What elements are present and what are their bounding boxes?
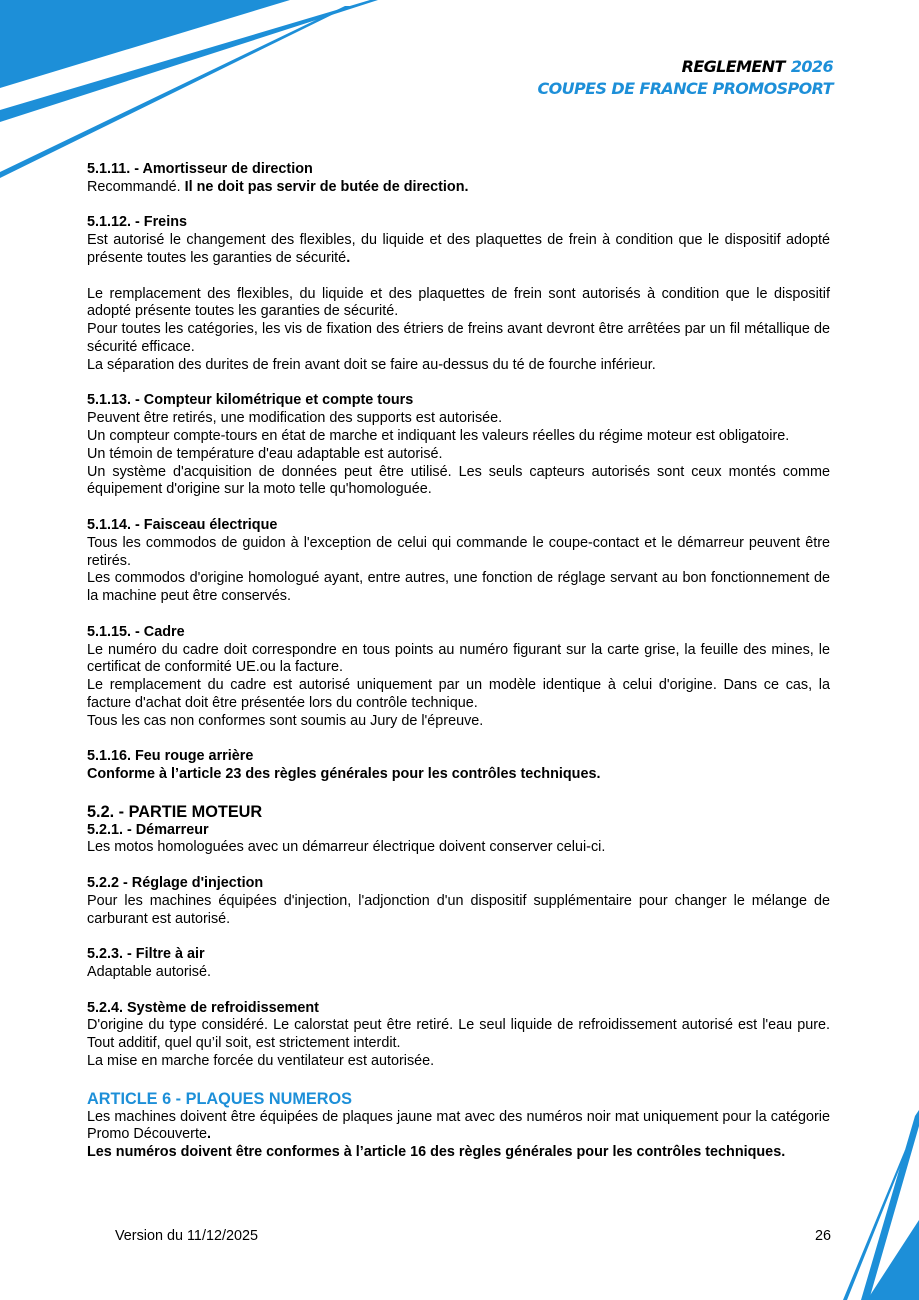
section-paragraph: Pour toutes les catégories, les vis de fixation des étriers de freins avant devront être arrêtées par un fil métallique de sécurité efficace. [87,321,830,355]
section-paragraph [87,179,830,197]
top-left-decoration [0,0,380,185]
paragraph-text: Est autorisé le changement des flexibles, du liquide et des plaquettes de frein à condition que le dispositif adopté présente toutes les garanties de sécurité [87,232,830,266]
section-heading: 5.1.15. - Cadre [87,623,185,640]
section-paragraph: Les commodos d'origine homologué ayant, entre autres, une fonction de réglage servant au bon fonctionnement de la machine peut être conservés. [87,570,830,605]
document-body [87,161,830,1162]
section-heading: 5.1.16. Feu rouge arrière [87,748,254,765]
section-paragraph: Peuvent être retirés, une modification des supports est autorisée. [87,410,503,427]
section-heading: 5.2.2 - Réglage d'injection [87,875,264,892]
article-heading: ARTICLE 6 - PLAQUES NUMEROS [87,1089,353,1108]
section-paragraph: La séparation des durites de frein avant doit se faire au-dessus du té de fourche inférieur. [87,356,656,373]
section-paragraph: Le remplacement du cadre est autorisé uniquement par un modèle identique à celui d'origine. Dans ce cas, la facture d'achat doit être présentée lors du contrôle technique. [87,677,830,711]
section-heading: 5.1.12. - Freins [87,214,187,231]
header-reglement: REGLEMENT [681,57,785,76]
section-paragraph: D'origine du type considéré. Le calorstat peut être retiré. Le seul liquide de refroidissement autorisé est l'eau pure. Tout additif, quel qu’il soit, est strictement interdit. [87,1017,830,1052]
header-year: 2026 [790,57,833,76]
paragraph-bold-text: Il ne doit pas servir de butée de direction. [184,178,469,195]
section-paragraph: Un compteur compte-tours en état de marche et indiquant les valeurs réelles du régime moteur est obligatoire. [87,427,790,444]
section-paragraph: La mise en marche forcée du ventilateur est autorisée. [87,1053,435,1070]
section-paragraph: Un système d'acquisition de données peut être utilisé. Les seuls capteurs autorisés sont ceux montés comme équipement d'origine sur la moto telle qu'homologuée. [87,463,830,498]
section-paragraph: Les numéros doivent être conformes à l’article 16 des règles générales pour les contrôles techniques. [87,1144,786,1161]
part-heading: 5.2. - PARTIE MOTEUR [87,802,263,821]
section-paragraph: Conforme à l’article 23 des règles générales pour les contrôles techniques. [87,766,601,783]
section-paragraph [87,1109,830,1145]
section-paragraph: Le remplacement des flexibles, du liquide et des plaquettes de frein sont autorisés à condition que le dispositif adopté présente toutes les garanties de sécurité. [87,285,830,320]
document-header [538,56,833,100]
section-paragraph [87,232,830,268]
section-heading: 5.1.13. - Compteur kilométrique et compte tours [87,392,414,409]
footer-version: Version du 11/12/2025 [115,1228,258,1244]
section-paragraph: Un témoin de température d'eau adaptable est autorisé. [87,445,443,462]
section-heading: 5.2.1. - Démarreur [87,821,209,838]
section-heading: 5.2.4. Système de refroidissement [87,999,319,1016]
section-paragraph: Pour les machines équipées d'injection, l'adjonction d'un dispositif supplémentaire pour changer le mélange de carburant est autorisé. [87,892,830,927]
paragraph-text: Les machines doivent être équipées de plaques jaune mat avec des numéros noir mat uniquement pour la catégorie Promo Découverte [87,1108,830,1143]
section-paragraph: Tous les cas non conformes sont soumis au Jury de l'épreuve. [87,712,484,729]
section-heading: 5.1.11. - Amortisseur de direction [87,161,313,177]
bottom-right-decoration [839,1110,919,1300]
section-paragraph: Les motos homologuées avec un démarreur électrique doivent conserver celui-ci. [87,839,606,856]
section-paragraph: Tous les commodos de guidon à l'exception de celui qui commande le coupe-contact et le démarreur peuvent être retirés. [87,534,830,569]
section-paragraph: Le numéro du cadre doit correspondre en tous points au numéro figurant sur la carte grise, la feuille des mines, le certificat de conformité UE.ou la facture. [87,641,830,676]
page-number: 26 [814,1228,831,1244]
section-paragraph: Adaptable autorisé. [87,964,212,981]
section-heading: 5.1.14. - Faisceau électrique [87,516,278,533]
paragraph-bold-text: . [346,249,351,266]
section-heading: 5.2.3. - Filtre à air [87,946,205,963]
paragraph-text: Recommandé. [87,178,185,195]
header-title-line [538,56,833,78]
paragraph-bold-text: . [206,1126,211,1143]
header-subtitle: COUPES DE FRANCE PROMOSPORT [537,79,833,98]
